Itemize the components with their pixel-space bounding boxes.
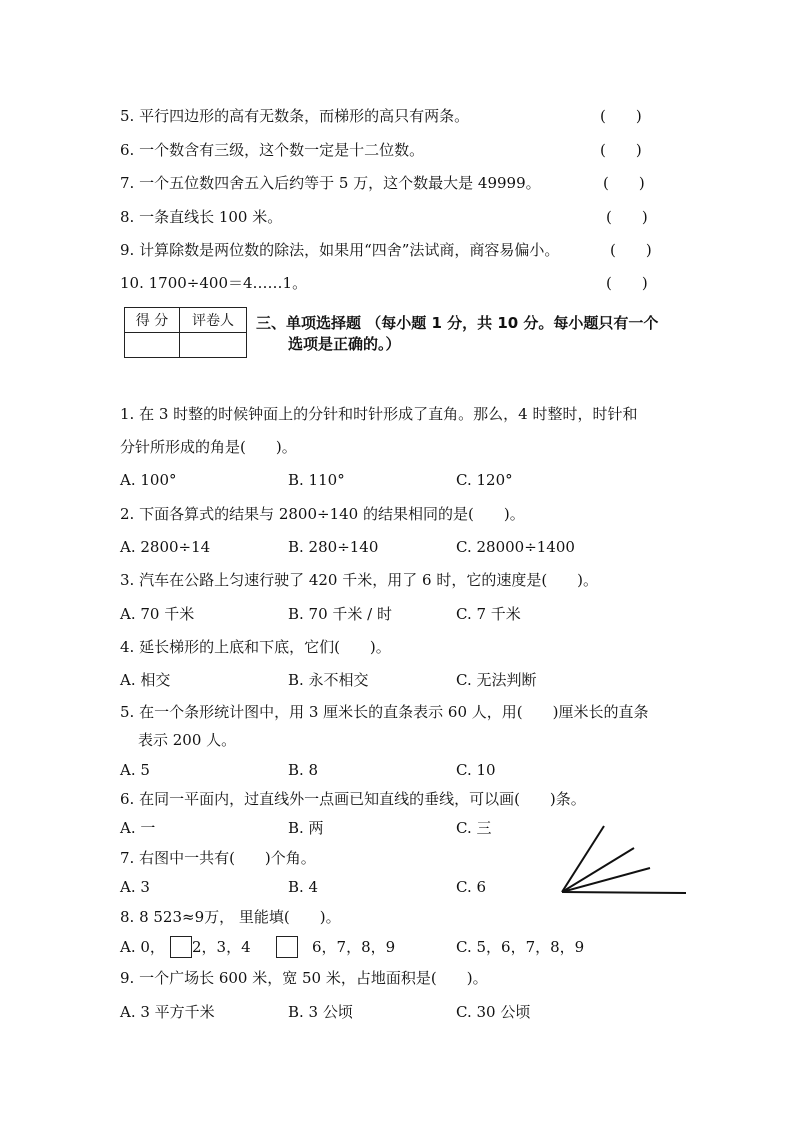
grader-header: 评卷人 (180, 308, 247, 333)
ray-2 (562, 848, 634, 892)
judgement-item-6: 6. 一个数含有三级，这个数一定是十二位数。 (120, 141, 425, 159)
option-c[interactable]: C. 5，6，7，8，9 (456, 938, 585, 956)
question-2-stem: 2. 下面各算式的结果与 2800÷140 的结果相同的是( )。 (120, 505, 525, 523)
option-c[interactable]: C. 7 千米 (456, 605, 521, 623)
section-title (256, 313, 658, 355)
option-c[interactable]: C. 6 (456, 878, 487, 896)
judgement-item-10: 10. 1700÷400＝4……1。 (120, 274, 308, 292)
question-1-stem: 1. 在 3 时整的时候钟面上的分针和时针形成了直角。那么，4 时整时，时针和 (120, 405, 638, 423)
option-c[interactable]: C. 10 (456, 761, 496, 779)
option-b[interactable]: B. 8 (288, 761, 319, 779)
answer-blank[interactable]: ( ) (610, 241, 652, 259)
option-c[interactable]: C. 三 (456, 819, 492, 837)
option-a-values[interactable]: 2，3，4 (192, 938, 251, 956)
option-a[interactable]: A. 一 (120, 819, 156, 837)
option-b[interactable]: B. 4 (288, 878, 319, 896)
blank-square-box (276, 936, 298, 958)
score-table (124, 307, 247, 358)
option-a[interactable]: A. 0， (120, 938, 165, 956)
blank-square-box (170, 936, 192, 958)
judgement-item-5: 5. 平行四边形的高有无数条，而梯形的高只有两条。 (120, 107, 470, 125)
option-b[interactable]: B. 永不相交 (288, 671, 369, 689)
option-a[interactable]: A. 70 千米 (120, 605, 195, 623)
option-a[interactable]: A. 相交 (120, 671, 171, 689)
score-header: 得 分 (125, 308, 180, 333)
option-a[interactable]: A. 3 平方千米 (120, 1003, 215, 1021)
answer-blank[interactable]: ( ) (600, 141, 642, 159)
grader-cell[interactable] (180, 333, 247, 358)
question-8-stem: 8. 8 523≈9万， 里能填( )。 (120, 908, 341, 926)
answer-blank[interactable]: ( ) (600, 107, 642, 125)
option-b[interactable]: B. 3 公顷 (288, 1003, 353, 1021)
ray-4 (562, 892, 686, 893)
judgement-item-7: 7. 一个五位数四舍五入后约等于 5 万，这个数最大是 49999。 (120, 174, 541, 192)
question-1-stem-cont: 分针所形成的角是( )。 (120, 438, 297, 456)
answer-blank[interactable]: ( ) (606, 274, 648, 292)
option-c[interactable]: C. 28000÷1400 (456, 538, 575, 556)
option-a[interactable]: A. 100° (120, 471, 177, 489)
option-b[interactable]: B. 110° (288, 471, 345, 489)
answer-blank[interactable]: ( ) (606, 208, 648, 226)
question-4-stem: 4. 延长梯形的上底和下底，它们( )。 (120, 638, 391, 656)
option-c[interactable]: C. 120° (456, 471, 513, 489)
option-a[interactable]: A. 3 (120, 878, 150, 896)
question-6-stem: 6. 在同一平面内，过直线外一点画已知直线的垂线，可以画( )条。 (120, 790, 586, 808)
question-7-stem: 7. 右图中一共有( )个角。 (120, 849, 316, 867)
question-5-stem: 5. 在一个条形统计图中，用 3 厘米长的直条表示 60 人，用( )厘米长的直条 (120, 703, 649, 721)
option-c[interactable]: C. 30 公顷 (456, 1003, 531, 1021)
option-b[interactable]: B. 280÷140 (288, 538, 379, 556)
angle-rays-figure (556, 820, 690, 900)
option-a[interactable]: A. 5 (120, 761, 150, 779)
question-5-stem-cont: 表示 200 人。 (138, 731, 237, 749)
judgement-item-9: 9. 计算除数是两位数的除法，如果用“四舍”法试商，商容易偏小。 (120, 241, 560, 259)
section-title-line1: 三、单项选择题 （每小题 1 分，共 10 分。每小题只有一个 (256, 314, 659, 332)
judgement-item-8: 8. 一条直线长 100 米。 (120, 208, 283, 226)
option-a[interactable]: A. 2800÷14 (120, 538, 211, 556)
option-c[interactable]: C. 无法判断 (456, 671, 537, 689)
question-9-stem: 9. 一个广场长 600 米，宽 50 米，占地面积是( )。 (120, 969, 488, 987)
option-b[interactable]: B. 两 (288, 819, 324, 837)
option-b[interactable]: B. 70 千米 / 时 (288, 605, 393, 623)
option-b[interactable]: 6，7，8，9 (312, 938, 396, 956)
score-cell[interactable] (125, 333, 180, 358)
question-3-stem: 3. 汽车在公路上匀速行驶了 420 千米，用了 6 时，它的速度是( )。 (120, 571, 599, 589)
answer-blank[interactable]: ( ) (603, 174, 645, 192)
section-title-line2: 选项是正确的。） (288, 335, 401, 353)
